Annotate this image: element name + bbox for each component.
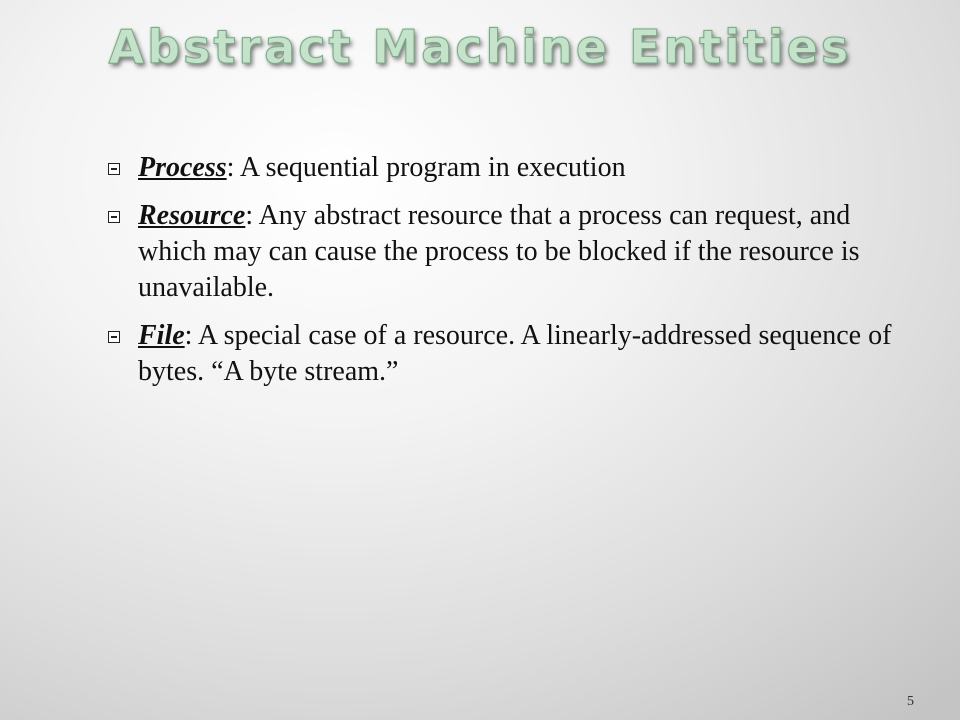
bullet-separator: :	[184, 320, 193, 351]
bullet-separator: :	[245, 200, 254, 231]
bullet-text	[138, 198, 918, 306]
bullet-separator: :	[226, 152, 235, 183]
bullet-item-resource	[108, 198, 918, 306]
page-number: 5	[907, 694, 914, 709]
bullet-description: A special case of a resource. A linearly-addressed sequence of bytes. “A byte stream.”	[138, 320, 892, 387]
bullet-text	[138, 318, 918, 390]
bullet-item-file	[108, 318, 918, 390]
bullet-term: Process	[138, 152, 227, 183]
bullet-item-process	[108, 150, 918, 186]
boxed-minus-icon	[108, 318, 138, 354]
bullet-description: A sequential program in execution	[234, 152, 626, 183]
bullet-term: File	[138, 320, 185, 351]
slide-title: Abstract Machine Entities	[108, 20, 852, 74]
bullet-description: Any abstract resource that a process can request, and which may can cause the process to be blocked if the resource is unavailable.	[138, 200, 860, 303]
boxed-minus-icon	[108, 150, 138, 186]
boxed-minus-icon	[108, 198, 138, 234]
bullet-text	[138, 150, 918, 186]
bullet-list	[108, 150, 918, 402]
bullet-term: Resource	[138, 200, 246, 231]
